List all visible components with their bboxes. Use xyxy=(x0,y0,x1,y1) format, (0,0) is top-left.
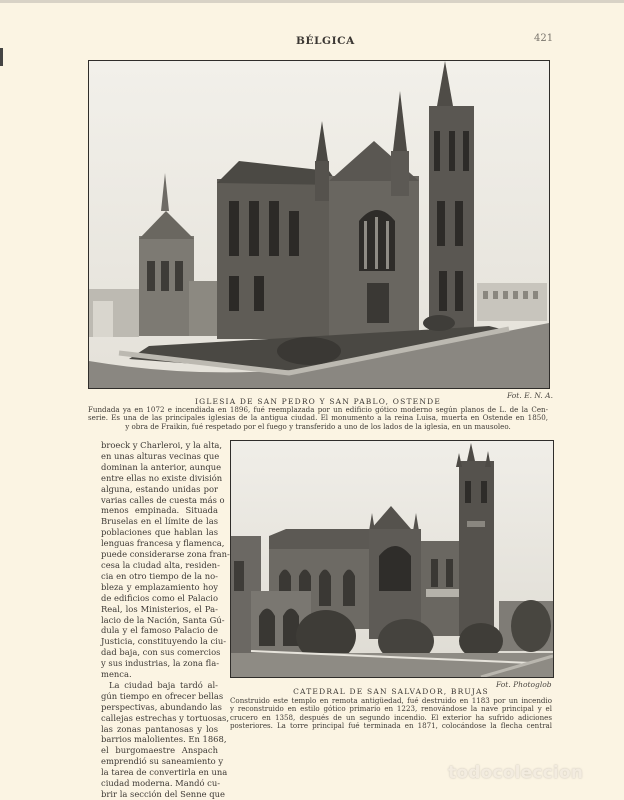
body-line: emprendió su saneamiento y xyxy=(101,756,224,767)
body-line: dominan la anterior, aunque xyxy=(101,461,222,472)
body-line: gún tiempo en ofrecer bellas xyxy=(101,690,224,701)
caption-line: posteriores. La torre principal fué terminada en 1871, colocándose la flecha central xyxy=(230,721,552,731)
page-number: 421 xyxy=(534,33,554,44)
body-line: las zonas pantanosas y los xyxy=(101,723,218,734)
running-title: BÉLGICA xyxy=(296,35,355,47)
body-line: el burgomaestre Anspach xyxy=(101,745,218,756)
caption-line: crucero en 1358, después de un segundo incendio. El exterior ha sufrido adiciones xyxy=(230,712,552,722)
figure-caption xyxy=(88,406,548,431)
caption-line: y reconstruido en estilo gótico primario en 1223, renovándose la nave principal y el xyxy=(230,704,552,714)
body-line: de edificios como el Palacio xyxy=(101,592,218,603)
figure-title: CATEDRAL DE SAN SALVADOR, BRUJAS xyxy=(293,687,489,696)
caption-line: y obra de Fraikin, fué respetado por el fuego y transferido a uno de los lados de la iglesia, en un mausoleo. xyxy=(125,421,511,431)
page-top-edge xyxy=(0,0,624,3)
body-line: y sus industrias, la zona fla- xyxy=(101,658,220,669)
body-line: broeck y Charleroi, y la alta, xyxy=(101,440,223,450)
body-line: brir la sección del Senne que xyxy=(101,789,225,799)
figure-title: IGLESIA DE SAN PEDRO Y SAN PABLO, OSTENDE xyxy=(195,397,441,406)
figure-caption xyxy=(230,697,552,731)
body-line: Real, los Ministerios, el Pa- xyxy=(101,603,218,614)
body-line: La ciudad baja tardó al- xyxy=(109,679,218,690)
body-line: perspectivas, abundando las xyxy=(101,701,222,712)
body-line: Bruselas en el límite de las xyxy=(101,516,218,527)
body-line: menos empinada. Situada xyxy=(101,505,218,516)
body-line: la tarea de convertirla en una xyxy=(101,767,228,778)
body-line: puede considerarse zona fran- xyxy=(101,549,230,560)
watermark: todocoleccion xyxy=(448,763,584,783)
body-line: entre ellas no existe división xyxy=(101,472,223,483)
caption-line: serie. Es una de las principales iglesias de la antigua ciudad. El monumento a la reina Luisa, muerta en Ostende en 1850, xyxy=(88,413,548,423)
body-line: poblaciones que hablan las xyxy=(101,527,218,538)
cathedral-illustration xyxy=(231,441,553,677)
body-line: barrios malolientes. En 1868, xyxy=(101,734,227,745)
body-line: dula y el famoso Palacio de xyxy=(101,625,218,636)
body-line: en unas alturas vecinas que xyxy=(101,450,220,461)
body-line: ciudad moderna. Mandó cu- xyxy=(101,778,221,789)
caption-line: Construido este templo en remota antigüedad, fué destruido en 1183 por un incendio xyxy=(230,696,552,705)
body-line: lacio de la Nación, Santa Gú- xyxy=(101,614,225,625)
body-line: cia en otro tiempo de la no- xyxy=(101,570,218,581)
photo-credit: Fot. Photoglob xyxy=(496,680,552,689)
body-line: bleza y emplazamiento hoy xyxy=(101,581,218,592)
photo-credit: Fot. E. N. A. xyxy=(507,391,553,400)
body-line: cesa la ciudad alta, residen- xyxy=(101,559,220,570)
body-line: Justicia, constituyendo la ciu- xyxy=(101,636,227,647)
body-line: menca. xyxy=(101,669,132,680)
cathedral-photo xyxy=(230,440,554,678)
body-line: varias calles de cuesta más o xyxy=(101,494,225,505)
body-line: lenguas francesa y flamenca, xyxy=(101,538,225,549)
body-text-column xyxy=(101,440,230,800)
caption-line: Fundada ya en 1072 e incendiada en 1896, fué reemplazada por un edificio gótico moderno según planos de L. de la Cen- xyxy=(88,405,548,414)
body-line: alguna, estando unidas por xyxy=(101,483,218,494)
church-illustration xyxy=(89,61,549,388)
body-line: callejas estrechas y tortuosas, xyxy=(101,712,230,723)
body-line: dad baja, con sus comercios xyxy=(101,647,221,658)
page-left-edge-mark xyxy=(0,48,3,66)
church-photo xyxy=(88,60,550,389)
